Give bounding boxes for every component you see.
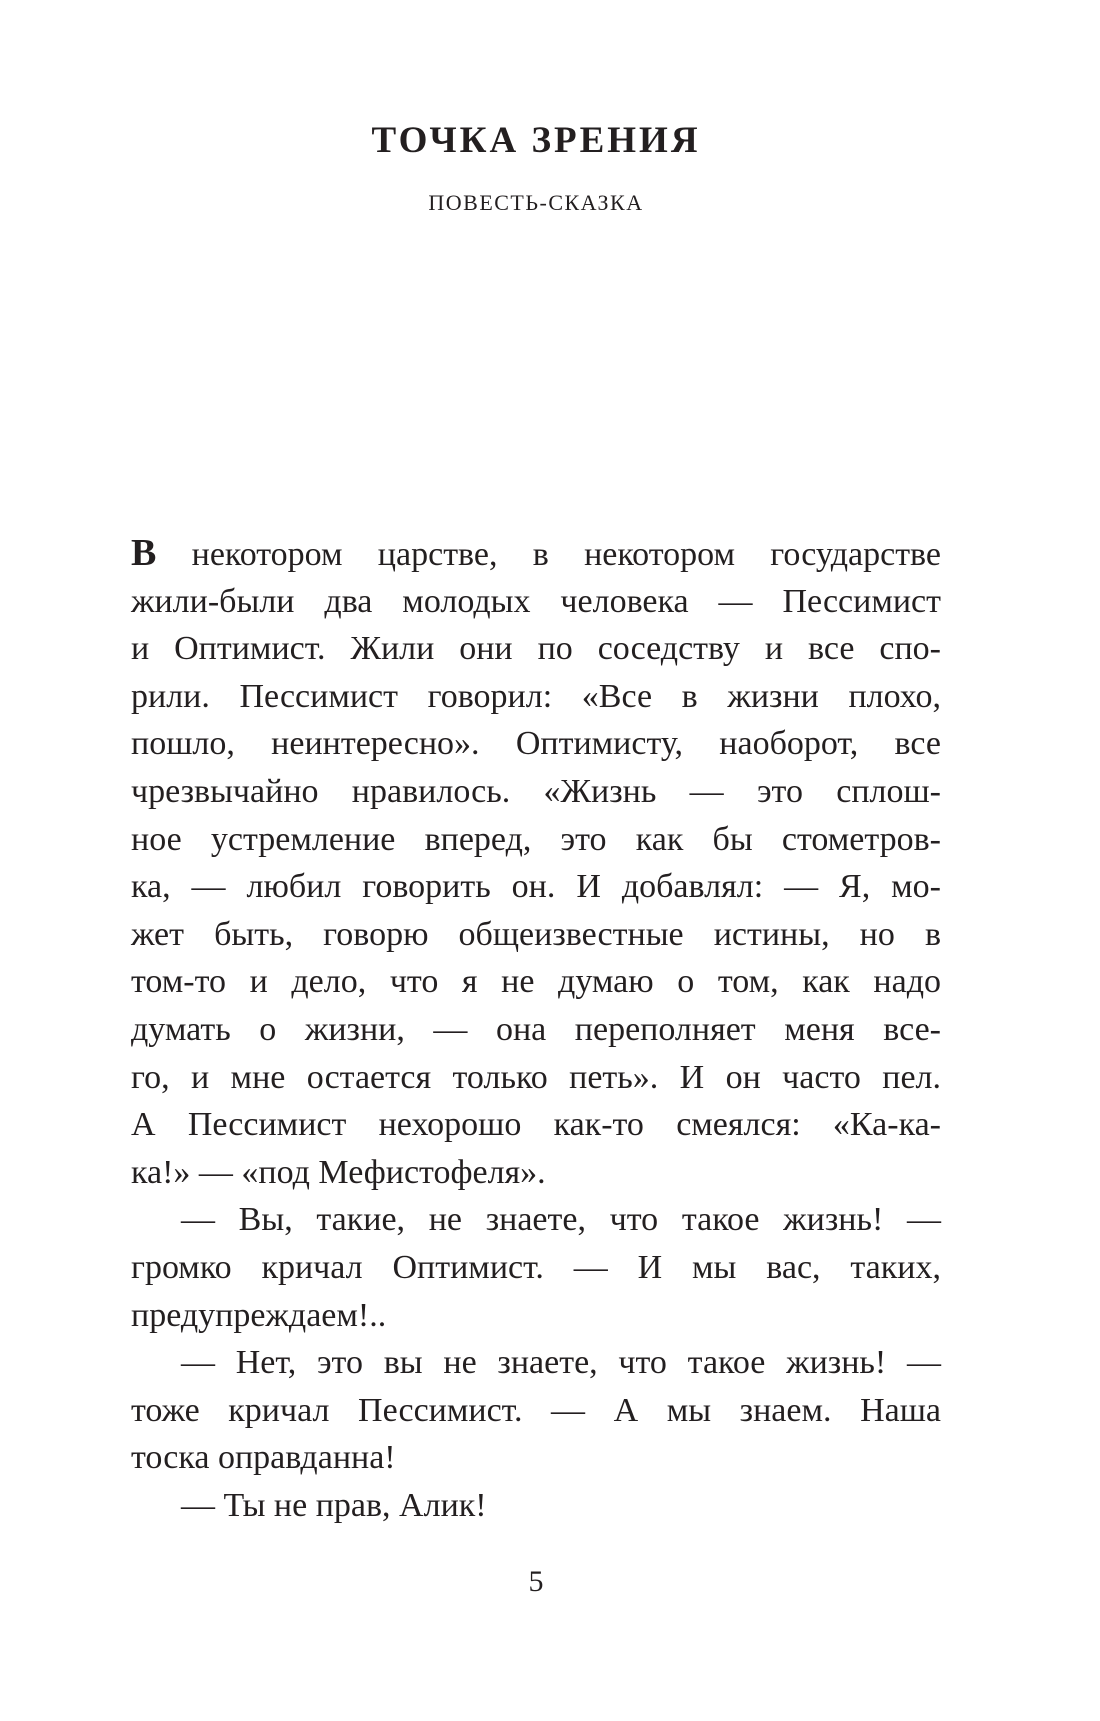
page-number: 5 <box>528 1565 544 1598</box>
text-line: ка, — любил говорить он. И добавлял: — Я, мо- <box>131 868 941 906</box>
drop-cap: В <box>131 532 157 574</box>
text-line: — Вы, такие, не знаете, что такое жизнь! — <box>181 1201 941 1239</box>
text-line: В некотором царстве, в некотором государстве <box>131 532 941 574</box>
text-line: жет быть, говорю общеизвестные истины, но в <box>131 915 941 953</box>
text-line: тоже кричал Пессимист. — А мы знаем. Наша <box>131 1391 941 1429</box>
text-line: го, и мне остается только петь». И он часто пел. <box>131 1058 941 1096</box>
text-line: — Нет, это вы не знаете, что такое жизнь! — <box>181 1344 941 1382</box>
text-line: пошло, неинтересно». Оптимисту, наоборот, все <box>131 725 941 763</box>
text-line: А Пессимист нехорошо как-то смеялся: «Ка-ка- <box>131 1106 941 1144</box>
text-line: жили-были два молодых человека — Пессимист <box>131 582 941 620</box>
text-line: чрезвычайно нравилось. «Жизнь — это сплош- <box>131 772 941 810</box>
story-text <box>131 530 941 1529</box>
text-line: громко кричал Оптимист. — И мы вас, таких, <box>131 1248 941 1286</box>
text-line: и Оптимист. Жили они по соседству и все спо- <box>131 630 941 668</box>
text-line: — Ты не прав, Алик! <box>181 1486 487 1524</box>
story-title: ТОЧКА ЗРЕНИЯ <box>371 120 701 161</box>
text-line: том-то и дело, что я не думаю о том, как надо <box>131 963 941 1001</box>
story-subtitle: ПОВЕСТЬ-СКАЗКА <box>428 190 644 215</box>
text-line: ное устремление вперед, это как бы стометров- <box>131 820 941 858</box>
text-line: тоска оправданна! <box>131 1439 396 1477</box>
text-line: думать о жизни, — она переполняет меня все- <box>131 1010 941 1048</box>
text-line: ка!» — «под Мефистофеля». <box>131 1153 546 1191</box>
text-line: предупреждаем!.. <box>131 1296 387 1334</box>
text-line: рили. Пессимист говорил: «Все в жизни плохо, <box>131 677 941 715</box>
